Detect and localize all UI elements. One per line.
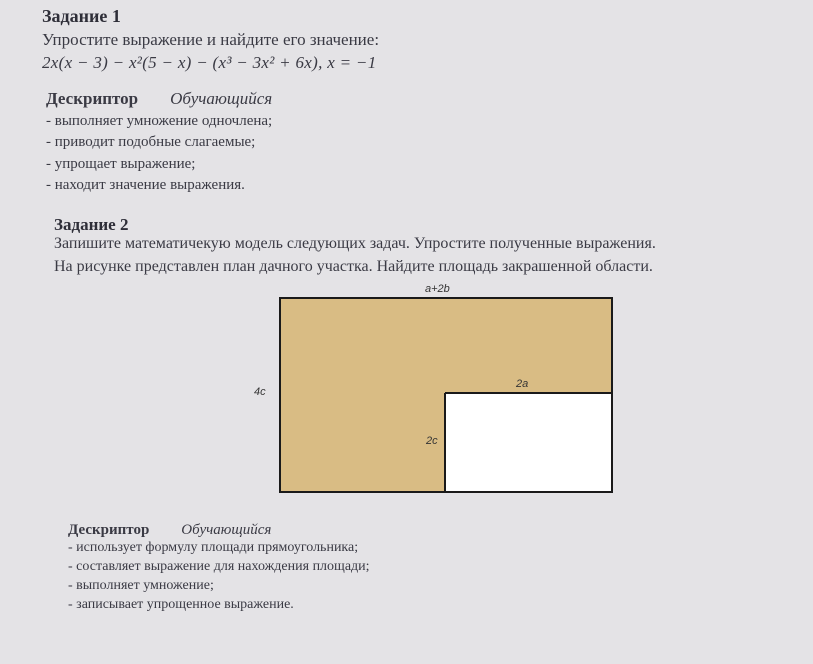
- label-top: a+2b: [425, 283, 450, 295]
- descriptor1-header: [46, 89, 272, 109]
- descriptor1-item: - упрощает выражение;: [46, 156, 196, 172]
- task2-line2: На рисунке представлен план дачного участка. Найдите площадь закрашенной области.: [54, 258, 653, 275]
- descriptor1-label: Дескриптор: [46, 89, 139, 108]
- descriptor2-item: - составляет выражение для нахождения площади;: [68, 559, 370, 574]
- descriptor2-label: Дескриптор: [68, 522, 150, 538]
- task1-prompt: Упростите выражение и найдите его значение:: [42, 30, 380, 49]
- task1-title: Задание 1: [42, 6, 121, 26]
- descriptor2-item: - записывает упрощенное выражение.: [68, 597, 294, 612]
- descriptor1-item: - находит значение выражения.: [46, 177, 245, 193]
- task1-expression: 2x(x − 3) − x²(5 − x) − (x³ − 3x² + 6x), x = −1: [42, 53, 377, 72]
- descriptor2-header: [68, 521, 271, 539]
- descriptor1-item: - приводит подобные слагаемые;: [46, 134, 256, 150]
- task2-title: Задание 2: [54, 215, 129, 234]
- label-inner-top: 2a: [516, 378, 529, 390]
- unshaded-region: [445, 393, 612, 492]
- descriptor2-item: - использует формулу площади прямоугольника;: [68, 540, 359, 555]
- descriptor1-item: - выполняет умножение одночлена;: [46, 113, 273, 129]
- descriptor1-role: Обучающийся: [170, 89, 273, 108]
- task2-line1: Запишите математичекую модель следующих задач. Упростите полученные выражения.: [54, 235, 656, 252]
- label-left: 4c: [254, 386, 266, 398]
- plot-plan-figure: [250, 278, 630, 500]
- label-inner-left: 2c: [426, 435, 438, 447]
- descriptor2-item: - выполняет умножение;: [68, 578, 214, 593]
- descriptor2-role: Обучающийся: [181, 522, 272, 538]
